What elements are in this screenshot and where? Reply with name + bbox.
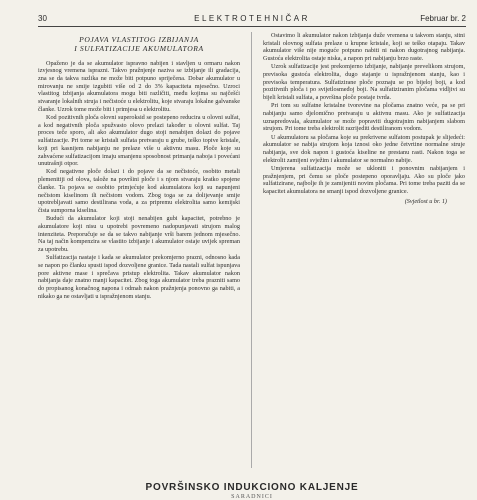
- left-paragraph-3: Kod negativne ploče dolazi i do pojave da se nečistoće, osobito metali plemenitiji od olova, talože na površini ploče i s njom stvaraju kratko spojene članke. Ta pojava se osobito primjećuje kod akumulatora koji su napunjeni nečistom kiselinom ili nečistom vodom. Zbog toga se za dolijevanje smije upotrebljavati samo destilirana voda, a za pripremu elektrolita samo kemijski čista sumporna kiselina.: [38, 168, 240, 214]
- article-title-line-2: I SULFATIZACIJE AKUMULATORA: [74, 43, 204, 53]
- right-paragraph-1: Ostavimo li akumulator nakon izbijanja duže vremena u takvom stanju, sitni kristali olovnog sulfata prelaze u krupne kristale, koji se teško otapaju. Takav akumulator više nije moguće potpuno nabiti ni nakon dugotrajnog nabijanja. Gustoća elektrolita ostaje niska, a napon pri nabijanju brzo raste.: [263, 32, 465, 63]
- right-column: [263, 32, 465, 468]
- next-article-title: POVRŠINSKO INDUKCIONO KALJENJE: [145, 482, 359, 493]
- right-paragraph-2: Uzrok sulfatizacije jest prekomjerno izbijanje, nabijanje prevelikom strujom, previsoka gustoća elektrolita, dugo stajanje u ispražnjenom stanju, kao i previsoka temperatura. Sulfatizirane ploče poznaju se po bijeloj boji, a kod pozitivnih ploča i po svijetlosmeđoj boji. Na sulfatiziranim pločama vidljivi su bijeli kristali sulfata, a površina ploče postaje tvrda.: [263, 63, 465, 102]
- issue-label: Februar br. 2: [420, 14, 466, 23]
- column-divider: [251, 32, 252, 468]
- left-paragraph-5: Sulfatizacija nastaje i kada se akumulator prekomjerno prazni, odnosno kada se napon po članku spusti ispod dozvoljene granice. Tada nastali sulfat ispunjava pore aktivne mase i sprečava pristup elektrolita. Takav akumulator nakon nabijanja daje znatno manji kapacitet. Zbog toga akumulator treba prazniti samo do propisanog konačnog napona i odmah nakon pražnjenja ponovno ga nabiti, a nikako ga ne ostavljati u ispražnjenom stanju.: [38, 254, 240, 300]
- page-number: 30: [38, 14, 47, 23]
- next-article-subtitle: SARADNICI: [231, 494, 273, 500]
- source-citation: (Svjetlost u br. 1): [404, 197, 447, 205]
- journal-title: ELEKTROTEHNIČAR: [194, 14, 310, 23]
- left-paragraph-4: Budući da akumulator koji stoji nenabijen gubi kapacitet, potrebno je akumulatore koji nisu u upotrebi povremeno nadopunjavati strujom malog intenziteta. Preporučuje se da se takvo nabijanje vrši barem jednom mjesečno. Na taj način kompenzira se vlastito izbijanje i akumulator ostaje uvijek spreman za upotrebu.: [38, 215, 240, 253]
- article-title: [38, 36, 240, 54]
- header-rule: [38, 26, 466, 27]
- right-paragraph-5: Umjerena sulfatizacija može se ukloniti i ponovnim nabijanjem i pražnjenjem, pri čemu se ploče postepeno oporavljaju. Ako su ploče jako sulfatizirane, najbolje ih je zamijeniti novim pločama. Pri tome treba paziti da se kapacitet akumulatora ne smanji ispod dozvoljene granice.: [263, 164, 465, 196]
- left-paragraph-2: Kod pozitivnih ploča olovni superoksid se postepeno reducira u olovni sulfat, a kod negativnih ploča spužvasto olovo prelazi također u olovni sulfat. Taj proces teče sporo, ali ako akumulator dugo stoji nenabijen dolazi do pojave sulfatizacije. Pri tome se kristali sulfata pretvaraju u grube, teško topive kristale, koji pri kasnijem nabijanju ne prelaze više u aktivnu masu. Ploče koje su zahvaćene sulfatizacijom imaju smanjenu sposobnost primanja naboja i povećani unutrašnji otpor.: [38, 114, 240, 168]
- left-paragraph-1: Opaženo je da se akumulator ispravno nabijen i stavljen u ormaru nakon izvjesnog vremena isprazni. Takvo pražnjenje naziva se izbijanje ili gradacija, zna se da takva razlika ne može biti potpuno spriječena. Dobar akumulator u mirovanju ne smije izgubiti više od 2 do 3% kapaciteta mjesečno. Uzroci vlastitog izbijanja akumulatora mogu biti različiti, među kojima su najčešći stvaranje lokalnih struja i nečistoće u elektrolitu, koje stvaraju lokalne galvanske članke. Uzrok tome može biti i primjesa u elektrolitu.: [38, 59, 240, 113]
- article-title-line-1: POJAVA VLASTITOG IZBIJANJA: [79, 36, 199, 44]
- right-paragraph-3: Pri tom su sulfatne kristalne tvorevine na pločama znatno veće, pa se pri nabijanju samo djelomično pretvaraju u aktivnu masu. Ako je sulfatizacija uznapredovala, akumulator se može popraviti dugotrajnim nabijanjem slabom strujom. Pri tome treba elektrolit razrijediti destiliranom vodom.: [263, 102, 465, 133]
- page-header: [38, 12, 466, 26]
- right-paragraph-4: U akumulatoru sa pločama koje su prekrivene sulfatom postupak je slijedeći: akumulator se nabija strujom koja iznosi oko jedne četvrtine normalne struje nabijanja, sve dok napon i gustoća kiseline ne prestanu rasti. Nakon toga se elektrolit zamijeni svježim i akumulator se normalno nabije.: [263, 133, 465, 164]
- left-column: [38, 36, 240, 468]
